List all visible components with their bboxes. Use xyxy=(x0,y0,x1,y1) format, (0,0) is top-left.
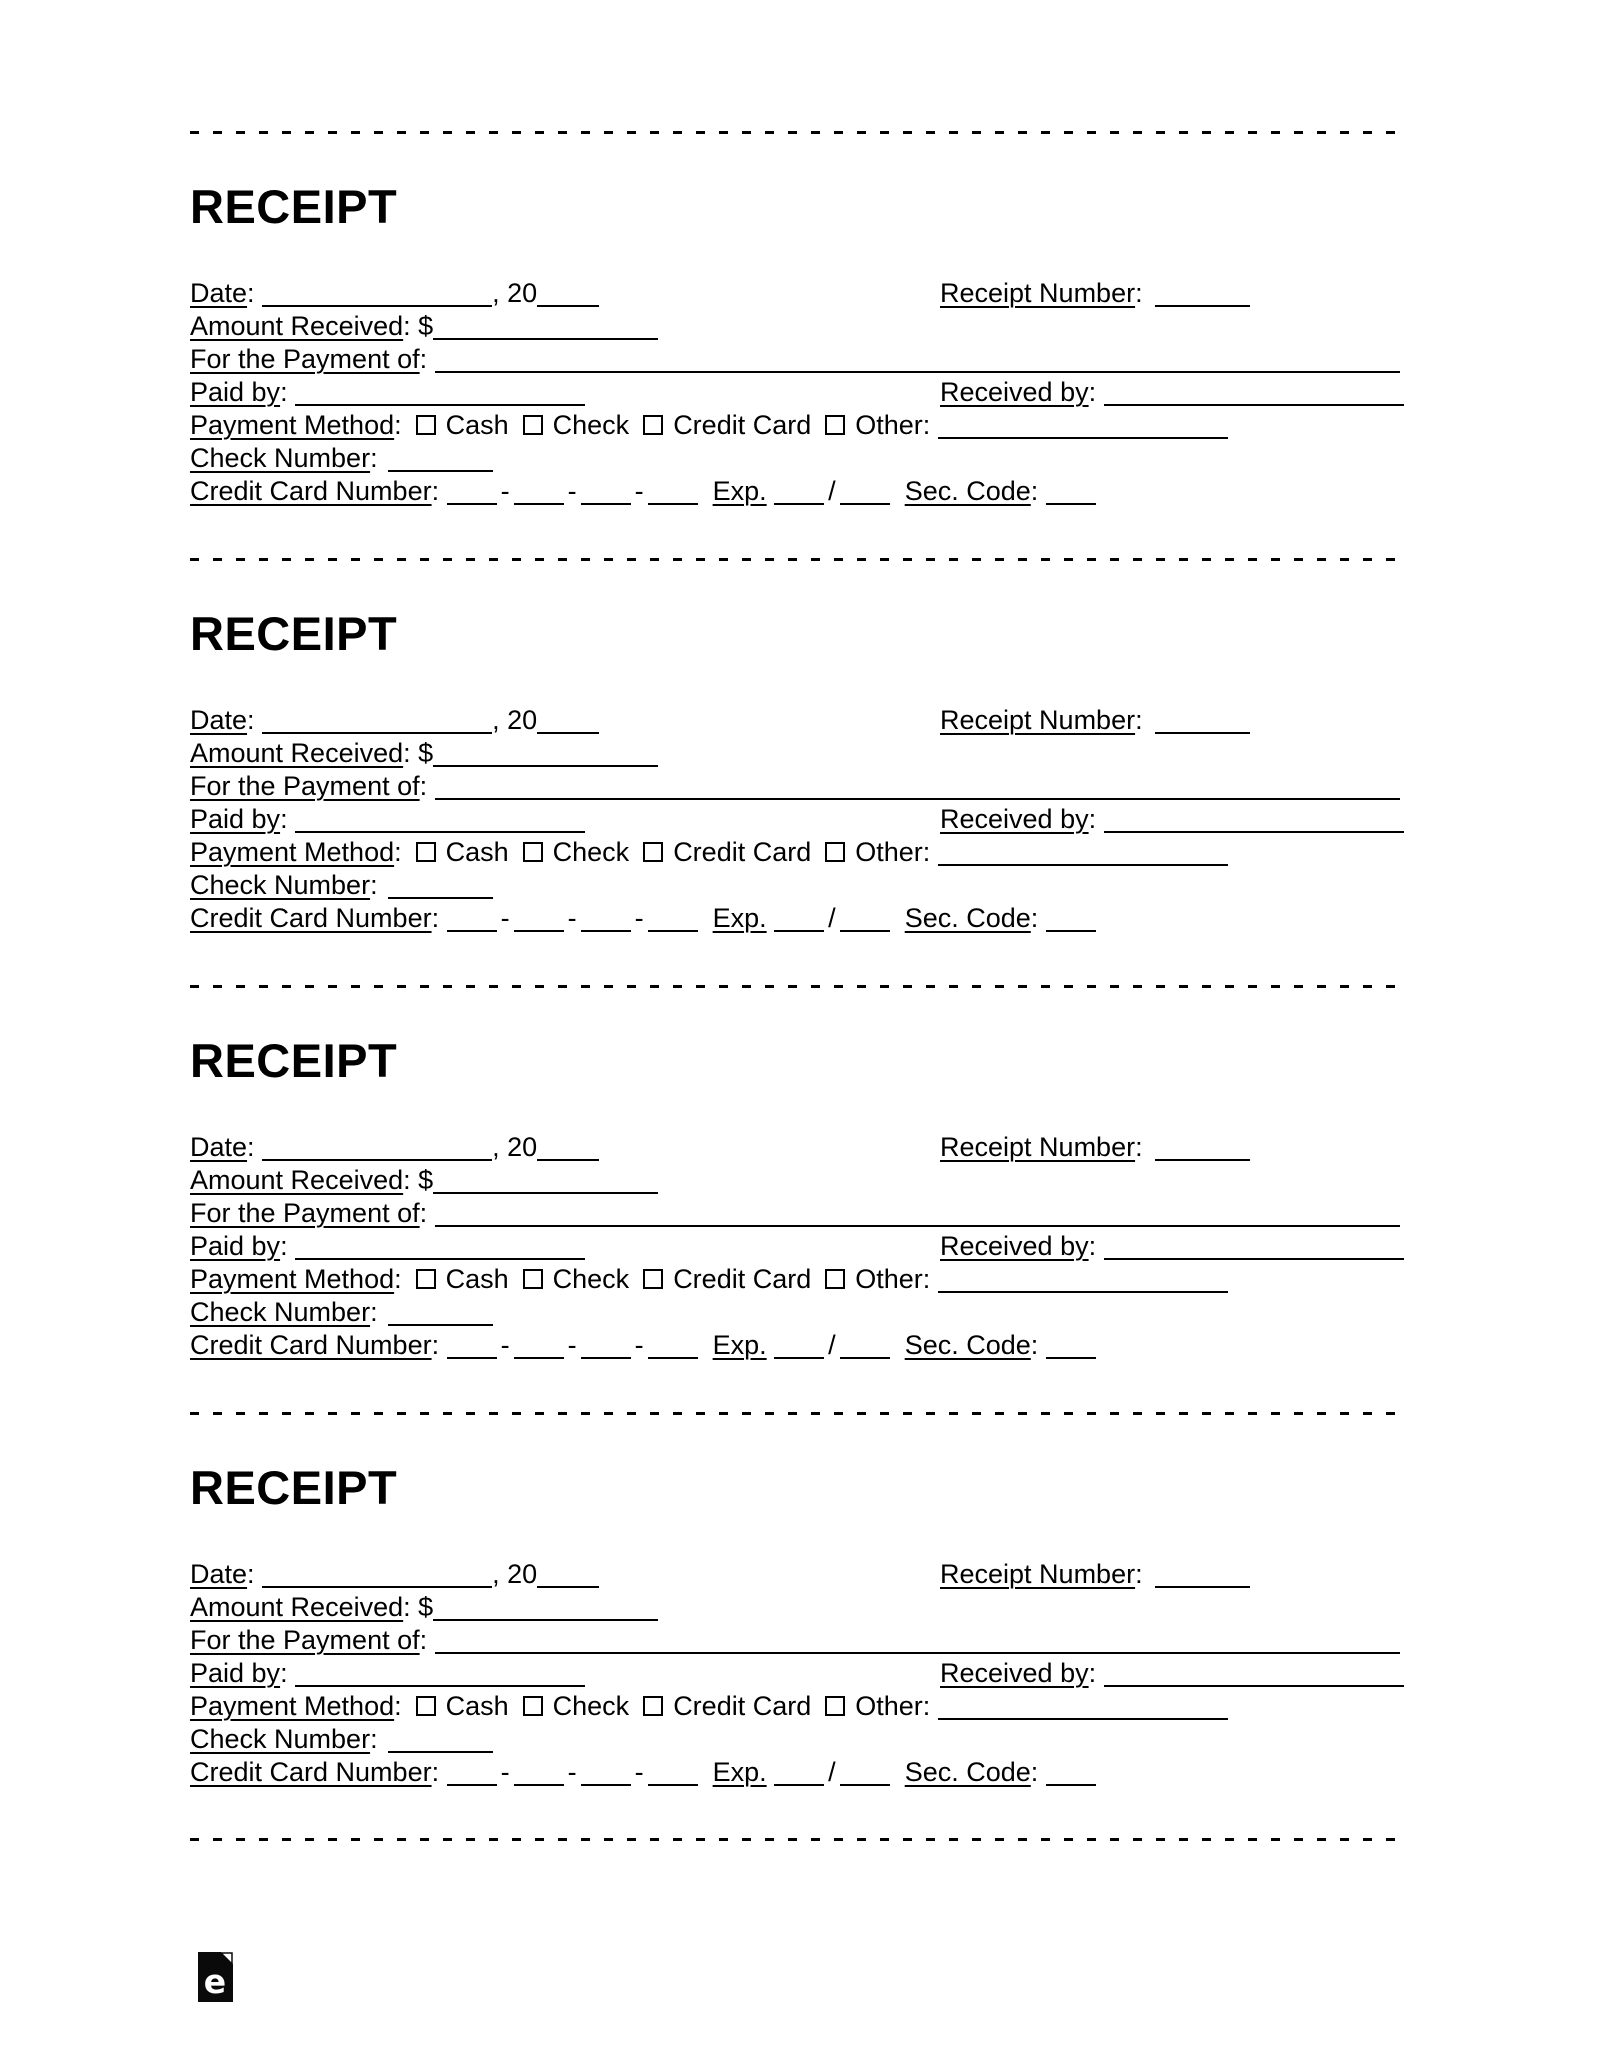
credit-card-option-label: Credit Card xyxy=(673,837,812,867)
check-number-line xyxy=(190,1296,1407,1329)
colon: : xyxy=(922,837,931,867)
date-blank xyxy=(262,708,492,734)
credit-card-checkbox-icon xyxy=(643,842,663,862)
amount-blank xyxy=(433,314,658,340)
received-by-blank xyxy=(1104,380,1404,406)
colon: : xyxy=(394,410,402,440)
exp-separator: / xyxy=(828,1757,836,1787)
card-digits-blank xyxy=(514,1760,564,1786)
paid-by-blank xyxy=(295,1661,585,1687)
amount-blank xyxy=(433,741,658,767)
amount-received-line xyxy=(190,310,1407,343)
receipt-number-blank xyxy=(1155,708,1250,734)
payment-method-label: Payment Method xyxy=(190,837,395,867)
colon: : xyxy=(1030,903,1039,933)
check-number-label: Check Number xyxy=(190,443,371,473)
credit-card-checkbox-icon xyxy=(643,1696,663,1716)
received-by-group xyxy=(940,1230,1404,1263)
exp-month-blank xyxy=(774,906,824,932)
receipt-title: RECEIPT xyxy=(190,1461,398,1514)
colon: : xyxy=(370,870,378,900)
receipt-number-blank xyxy=(1155,281,1250,307)
colon: : xyxy=(280,804,288,834)
payment-for-line xyxy=(190,1197,1407,1230)
check-checkbox-icon xyxy=(523,1696,543,1716)
exp-label: Exp. xyxy=(712,1757,767,1787)
card-group-separator: - xyxy=(500,1757,510,1787)
colon: : xyxy=(1030,1330,1039,1360)
cash-option-label: Cash xyxy=(445,410,509,440)
check-option-label: Check xyxy=(552,837,630,867)
date-blank xyxy=(262,1135,492,1161)
other-blank xyxy=(938,840,1228,866)
other-blank xyxy=(938,413,1228,439)
currency-symbol: $ xyxy=(418,1165,434,1195)
exp-label: Exp. xyxy=(712,903,767,933)
card-digits-blank xyxy=(514,906,564,932)
card-group-separator: - xyxy=(634,903,644,933)
credit-card-line xyxy=(190,902,1407,935)
colon: : xyxy=(403,311,411,341)
colon: : xyxy=(1030,476,1039,506)
colon: : xyxy=(419,344,428,374)
card-group-separator: - xyxy=(500,903,510,933)
colon: : xyxy=(431,476,440,506)
card-group-separator: - xyxy=(567,476,577,506)
colon: : xyxy=(431,1330,440,1360)
received-by-label: Received by xyxy=(940,1231,1089,1261)
credit-card-option-label: Credit Card xyxy=(673,1691,812,1721)
date-blank xyxy=(262,1562,492,1588)
colon: : xyxy=(419,1625,428,1655)
colon: : xyxy=(1088,1231,1097,1261)
year-prefix: , 20 xyxy=(492,278,538,308)
date-blank xyxy=(262,281,492,307)
receipt-fields xyxy=(190,1558,1407,1789)
card-digits-blank xyxy=(581,1760,631,1786)
card-group-separator: - xyxy=(634,476,644,506)
receipt-number-group xyxy=(940,277,1250,310)
received-by-blank xyxy=(1104,1234,1404,1260)
colon: : xyxy=(247,1559,255,1589)
check-number-label: Check Number xyxy=(190,1297,371,1327)
receipt-section xyxy=(0,558,1600,985)
received-by-label: Received by xyxy=(940,1658,1089,1688)
exp-year-blank xyxy=(840,1333,890,1359)
colon: : xyxy=(1135,1132,1143,1162)
colon: : xyxy=(1135,278,1143,308)
colon: : xyxy=(431,1757,440,1787)
paid-by-line xyxy=(190,1230,1407,1263)
date-line xyxy=(190,1558,1407,1591)
sec-code-label: Sec. Code xyxy=(904,1757,1031,1787)
colon: : xyxy=(1030,1757,1039,1787)
colon: : xyxy=(419,771,428,801)
paid-by-line xyxy=(190,376,1407,409)
other-checkbox-icon xyxy=(825,415,845,435)
payment-for-blank xyxy=(435,1201,1400,1227)
amount-received-label: Amount Received xyxy=(190,738,404,768)
exp-month-blank xyxy=(774,479,824,505)
other-checkbox-icon xyxy=(825,842,845,862)
dashed-separator xyxy=(190,131,1395,134)
exp-year-blank xyxy=(840,1760,890,1786)
payment-for-line xyxy=(190,1624,1407,1657)
payment-for-blank xyxy=(435,1628,1400,1654)
date-label: Date xyxy=(190,1132,248,1162)
dashed-separator xyxy=(190,985,1395,988)
exp-separator: / xyxy=(828,903,836,933)
paid-by-label: Paid by xyxy=(190,377,281,407)
amount-received-label: Amount Received xyxy=(190,311,404,341)
check-checkbox-icon xyxy=(523,415,543,435)
amount-received-line xyxy=(190,1164,1407,1197)
paid-by-line xyxy=(190,1657,1407,1690)
amount-received-label: Amount Received xyxy=(190,1165,404,1195)
payment-for-label: For the Payment of xyxy=(190,1198,420,1228)
amount-received-line xyxy=(190,1591,1407,1624)
date-label: Date xyxy=(190,705,248,735)
paid-by-line xyxy=(190,803,1407,836)
card-digits-blank xyxy=(447,1760,497,1786)
other-checkbox-icon xyxy=(825,1269,845,1289)
check-number-label: Check Number xyxy=(190,1724,371,1754)
colon: : xyxy=(280,1658,288,1688)
sec-code-blank xyxy=(1046,479,1096,505)
other-blank xyxy=(938,1694,1228,1720)
payment-method-label: Payment Method xyxy=(190,1691,395,1721)
credit-card-number-label: Credit Card Number xyxy=(190,476,432,506)
exp-label: Exp. xyxy=(712,476,767,506)
received-by-blank xyxy=(1104,807,1404,833)
sec-code-blank xyxy=(1046,1760,1096,1786)
received-by-label: Received by xyxy=(940,804,1089,834)
payment-for-blank xyxy=(435,347,1400,373)
card-group-separator: - xyxy=(500,476,510,506)
check-number-blank xyxy=(388,446,493,472)
cash-option-label: Cash xyxy=(445,1691,509,1721)
credit-card-number-label: Credit Card Number xyxy=(190,903,432,933)
date-label: Date xyxy=(190,278,248,308)
receipt-number-group xyxy=(940,1558,1250,1591)
cash-checkbox-icon xyxy=(416,415,436,435)
check-number-line xyxy=(190,442,1407,475)
sec-code-label: Sec. Code xyxy=(904,476,1031,506)
paid-by-blank xyxy=(295,807,585,833)
check-number-blank xyxy=(388,1300,493,1326)
credit-card-line xyxy=(190,1756,1407,1789)
dashed-separator xyxy=(190,1412,1395,1415)
credit-card-checkbox-icon xyxy=(643,1269,663,1289)
date-line xyxy=(190,277,1407,310)
year-blank xyxy=(537,1562,599,1588)
card-digits-blank xyxy=(581,479,631,505)
paid-by-blank xyxy=(295,380,585,406)
receipt-number-group xyxy=(940,1131,1250,1164)
check-checkbox-icon xyxy=(523,842,543,862)
credit-card-checkbox-icon xyxy=(643,415,663,435)
colon: : xyxy=(247,705,255,735)
payment-for-label: For the Payment of xyxy=(190,1625,420,1655)
payment-for-blank xyxy=(435,774,1400,800)
sec-code-blank xyxy=(1046,906,1096,932)
receipt-number-label: Receipt Number xyxy=(940,705,1136,735)
exp-separator: / xyxy=(828,476,836,506)
cash-option-label: Cash xyxy=(445,1264,509,1294)
check-option-label: Check xyxy=(552,1691,630,1721)
card-digits-blank xyxy=(447,906,497,932)
card-digits-blank xyxy=(581,906,631,932)
card-group-separator: - xyxy=(500,1330,510,1360)
colon: : xyxy=(1088,377,1097,407)
card-digits-blank xyxy=(447,479,497,505)
receipt-title: RECEIPT xyxy=(190,180,398,233)
card-digits-blank xyxy=(581,1333,631,1359)
receipt-section xyxy=(0,985,1600,1412)
exp-year-blank xyxy=(840,906,890,932)
exp-month-blank xyxy=(774,1333,824,1359)
received-by-group xyxy=(940,376,1404,409)
receipt-number-label: Receipt Number xyxy=(940,1559,1136,1589)
paid-by-blank xyxy=(295,1234,585,1260)
colon: : xyxy=(370,443,378,473)
date-line xyxy=(190,1131,1407,1164)
card-digits-blank xyxy=(514,1333,564,1359)
other-checkbox-icon xyxy=(825,1696,845,1716)
colon: : xyxy=(370,1724,378,1754)
sec-code-label: Sec. Code xyxy=(904,1330,1031,1360)
received-by-blank xyxy=(1104,1661,1404,1687)
paid-by-label: Paid by xyxy=(190,1231,281,1261)
year-prefix: , 20 xyxy=(492,1132,538,1162)
credit-card-option-label: Credit Card xyxy=(673,410,812,440)
check-number-blank xyxy=(388,873,493,899)
card-digits-blank xyxy=(447,1333,497,1359)
dashed-separator xyxy=(190,558,1395,561)
payment-method-label: Payment Method xyxy=(190,1264,395,1294)
colon: : xyxy=(431,903,440,933)
amount-blank xyxy=(433,1595,658,1621)
card-digits-blank xyxy=(648,906,698,932)
colon: : xyxy=(1088,1658,1097,1688)
cash-checkbox-icon xyxy=(416,1269,436,1289)
card-group-separator: - xyxy=(567,1330,577,1360)
other-option-label: Other xyxy=(855,1264,923,1294)
card-group-separator: - xyxy=(634,1330,644,1360)
colon: : xyxy=(280,377,288,407)
amount-received-line xyxy=(190,737,1407,770)
card-group-separator: - xyxy=(567,1757,577,1787)
card-digits-blank xyxy=(648,1760,698,1786)
currency-symbol: $ xyxy=(418,1592,434,1622)
amount-blank xyxy=(433,1168,658,1194)
exp-separator: / xyxy=(828,1330,836,1360)
payment-method-line xyxy=(190,409,1407,442)
colon: : xyxy=(394,1691,402,1721)
date-label: Date xyxy=(190,1559,248,1589)
colon: : xyxy=(247,1132,255,1162)
colon: : xyxy=(370,1297,378,1327)
colon: : xyxy=(922,410,931,440)
eforms-document-logo-icon xyxy=(198,1952,233,2002)
check-option-label: Check xyxy=(552,1264,630,1294)
colon: : xyxy=(922,1264,931,1294)
receipt-number-label: Receipt Number xyxy=(940,1132,1136,1162)
exp-label: Exp. xyxy=(712,1330,767,1360)
receipt-number-label: Receipt Number xyxy=(940,278,1136,308)
credit-card-line xyxy=(190,475,1407,508)
receipt-section xyxy=(0,1412,1600,1839)
receipt-fields xyxy=(190,704,1407,935)
received-by-group xyxy=(940,1657,1404,1690)
colon: : xyxy=(403,1165,411,1195)
card-digits-blank xyxy=(648,1333,698,1359)
receipt-number-blank xyxy=(1155,1135,1250,1161)
payment-method-line xyxy=(190,1263,1407,1296)
other-option-label: Other xyxy=(855,1691,923,1721)
payment-for-line xyxy=(190,343,1407,376)
colon: : xyxy=(394,837,402,867)
payment-for-line xyxy=(190,770,1407,803)
date-line xyxy=(190,704,1407,737)
colon: : xyxy=(419,1198,428,1228)
check-number-label: Check Number xyxy=(190,870,371,900)
receipt-title: RECEIPT xyxy=(190,1034,398,1087)
card-digits-blank xyxy=(648,479,698,505)
cash-checkbox-icon xyxy=(416,842,436,862)
check-number-blank xyxy=(388,1727,493,1753)
sec-code-label: Sec. Code xyxy=(904,903,1031,933)
receipt-fields xyxy=(190,277,1407,508)
payment-method-label: Payment Method xyxy=(190,410,395,440)
receipt-fields xyxy=(190,1131,1407,1362)
sec-code-blank xyxy=(1046,1333,1096,1359)
other-option-label: Other xyxy=(855,410,923,440)
cash-checkbox-icon xyxy=(416,1696,436,1716)
paid-by-label: Paid by xyxy=(190,804,281,834)
cash-option-label: Cash xyxy=(445,837,509,867)
colon: : xyxy=(1088,804,1097,834)
check-number-line xyxy=(190,869,1407,902)
check-number-line xyxy=(190,1723,1407,1756)
other-blank xyxy=(938,1267,1228,1293)
receipt-number-group xyxy=(940,704,1250,737)
exp-year-blank xyxy=(840,479,890,505)
credit-card-number-label: Credit Card Number xyxy=(190,1757,432,1787)
year-prefix: , 20 xyxy=(492,705,538,735)
year-blank xyxy=(537,1135,599,1161)
logo-letter: e xyxy=(203,1962,227,2001)
payment-method-line xyxy=(190,1690,1407,1723)
check-option-label: Check xyxy=(552,410,630,440)
colon: : xyxy=(394,1264,402,1294)
receipt-title: RECEIPT xyxy=(190,607,398,660)
currency-symbol: $ xyxy=(418,738,434,768)
dashed-separator xyxy=(190,1838,1395,1841)
card-digits-blank xyxy=(514,479,564,505)
other-option-label: Other xyxy=(855,837,923,867)
year-blank xyxy=(537,281,599,307)
colon: : xyxy=(1135,1559,1143,1589)
card-group-separator: - xyxy=(634,1757,644,1787)
receipt-section xyxy=(0,131,1600,558)
received-by-group xyxy=(940,803,1404,836)
colon: : xyxy=(280,1231,288,1261)
paid-by-label: Paid by xyxy=(190,1658,281,1688)
colon: : xyxy=(403,738,411,768)
received-by-label: Received by xyxy=(940,377,1089,407)
payment-method-line xyxy=(190,836,1407,869)
credit-card-number-label: Credit Card Number xyxy=(190,1330,432,1360)
amount-received-label: Amount Received xyxy=(190,1592,404,1622)
colon: : xyxy=(922,1691,931,1721)
exp-month-blank xyxy=(774,1760,824,1786)
currency-symbol: $ xyxy=(418,311,434,341)
check-checkbox-icon xyxy=(523,1269,543,1289)
credit-card-option-label: Credit Card xyxy=(673,1264,812,1294)
receipt-number-blank xyxy=(1155,1562,1250,1588)
year-blank xyxy=(537,708,599,734)
colon: : xyxy=(1135,705,1143,735)
colon: : xyxy=(403,1592,411,1622)
payment-for-label: For the Payment of xyxy=(190,771,420,801)
credit-card-line xyxy=(190,1329,1407,1362)
card-group-separator: - xyxy=(567,903,577,933)
year-prefix: , 20 xyxy=(492,1559,538,1589)
colon: : xyxy=(247,278,255,308)
payment-for-label: For the Payment of xyxy=(190,344,420,374)
